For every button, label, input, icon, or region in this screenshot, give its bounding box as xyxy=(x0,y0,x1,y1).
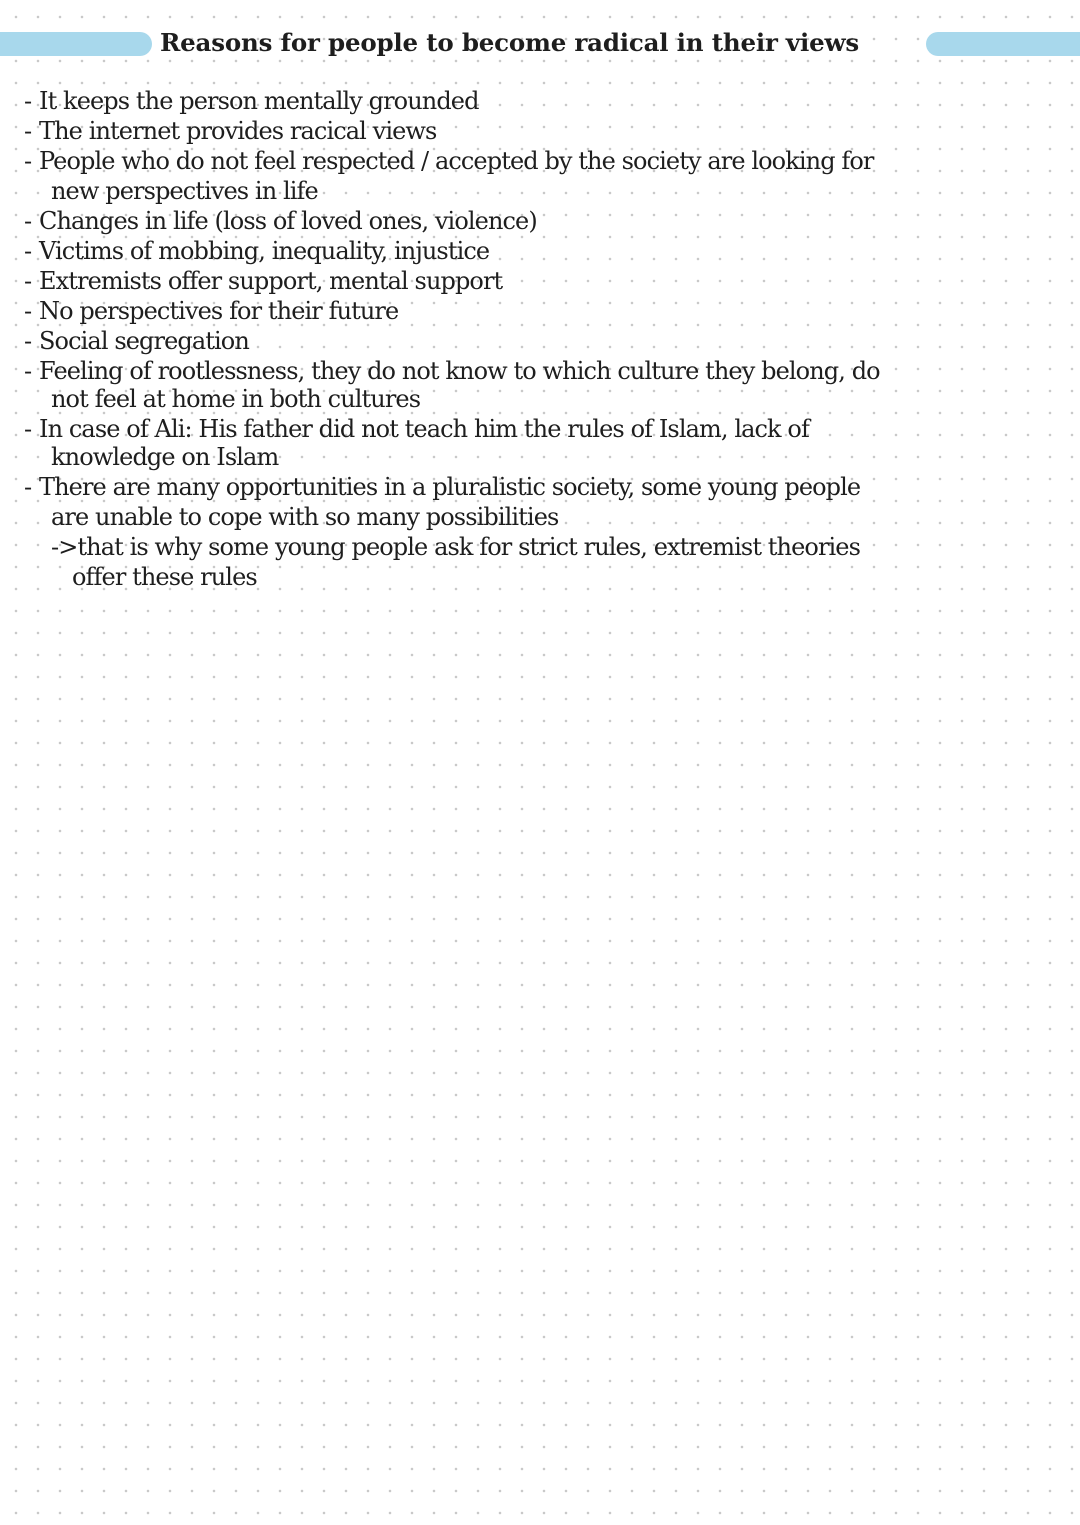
list-item xyxy=(24,414,1044,470)
bullet-dash: - xyxy=(24,473,32,501)
list-item xyxy=(24,266,1044,296)
bullet-dash: - xyxy=(24,87,32,115)
item-line: There are many opportunities in a pluralistic society, some young people xyxy=(39,473,861,501)
reasons-list xyxy=(24,86,1044,592)
list-item xyxy=(24,146,1044,206)
list-item xyxy=(24,206,1044,236)
item-line: Changes in life (loss of loved ones, violence) xyxy=(39,207,537,235)
item-line: People who do not feel respected / accepted by the society are looking for xyxy=(39,147,874,175)
item-line: new perspectives in life xyxy=(51,177,318,205)
item-line: It keeps the person mentally grounded xyxy=(39,87,479,115)
item-line: not feel at home in both cultures xyxy=(51,385,421,413)
header-band-right xyxy=(926,32,1080,56)
item-line: The internet provides racical views xyxy=(39,117,437,145)
item-line: ->that is why some young people ask for strict rules, extremist theories xyxy=(51,533,861,561)
item-line: Extremists offer support, mental support xyxy=(39,267,503,295)
item-line: Victims of mobbing, inequality, injustice xyxy=(39,237,490,265)
item-line: Feeling of rootlessness, they do not know to which culture they belong, do xyxy=(39,357,880,385)
item-line: are unable to cope with so many possibilities xyxy=(51,503,559,531)
list-item xyxy=(24,356,1044,412)
bullet-dash: - xyxy=(24,207,32,235)
header-band-left xyxy=(0,32,152,56)
item-line: In case of Ali: His father did not teach him the rules of Islam, lack of xyxy=(39,415,809,443)
list-item xyxy=(24,296,1044,326)
bullet-dash: - xyxy=(24,327,32,355)
item-line: knowledge on Islam xyxy=(51,443,279,471)
bullet-dash: - xyxy=(24,267,32,295)
list-item xyxy=(24,472,1044,592)
item-line: Social segregation xyxy=(39,327,249,355)
bullet-dash: - xyxy=(24,415,32,443)
title-header xyxy=(0,28,1080,58)
bullet-dash: - xyxy=(24,117,32,145)
item-line: offer these rules xyxy=(72,563,257,591)
list-item xyxy=(24,116,1044,146)
bullet-dash: - xyxy=(24,237,32,265)
item-line: No perspectives for their future xyxy=(39,297,399,325)
bullet-dash: - xyxy=(24,357,32,385)
list-item xyxy=(24,236,1044,266)
list-item xyxy=(24,326,1044,356)
bullet-dash: - xyxy=(24,297,32,325)
list-item xyxy=(24,86,1044,116)
page-title: Reasons for people to become radical in their views xyxy=(160,28,860,57)
bullet-dash: - xyxy=(24,147,32,175)
